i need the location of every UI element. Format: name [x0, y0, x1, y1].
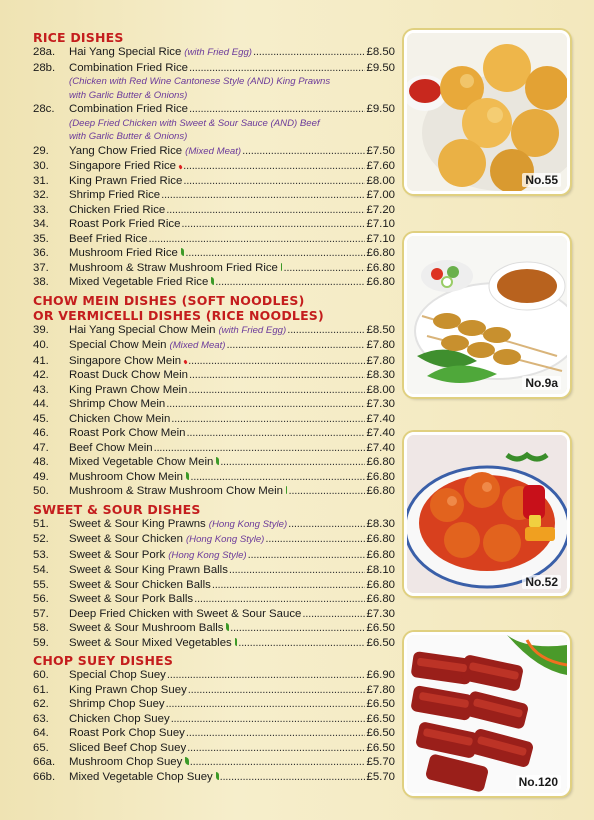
item-name: Beef Fried Rice	[69, 232, 148, 245]
leader-dots	[253, 45, 365, 60]
menu-item	[33, 636, 395, 651]
item-note: (Hong Kong Style)	[208, 518, 288, 530]
menu-item	[33, 621, 395, 636]
menu-item	[33, 517, 395, 533]
item-price: £6.80	[366, 261, 395, 274]
item-number: 32.	[33, 189, 49, 201]
item-name: Deep Fried Chicken with Sweet & Sour Sauce	[69, 607, 302, 620]
item-price: £8.30	[366, 369, 395, 381]
item-name: Mushroom Fried Rice	[69, 247, 178, 259]
item-number: 58.	[33, 622, 49, 634]
photo-caption: No.55	[522, 173, 561, 187]
leader-dots	[220, 455, 365, 470]
item-price: £6.50	[366, 622, 395, 634]
item-price: £8.00	[366, 383, 395, 396]
item-number: 54.	[33, 564, 49, 576]
item-name: Shrimp Chop Suey	[69, 698, 165, 710]
menu-item	[33, 532, 395, 548]
leader-dots	[287, 323, 365, 338]
item-name: Mushroom Chop Suey	[69, 756, 183, 768]
vegetarian-leaf-icon	[186, 472, 189, 480]
leader-dots	[265, 532, 365, 547]
menu-item	[33, 770, 395, 785]
item-price: £6.80	[366, 533, 395, 545]
item-number: 39.	[33, 323, 49, 336]
section-title-chow-mein: CHOW MEIN DISHES (SOFT NOODLES)	[33, 292, 305, 308]
leader-dots	[283, 261, 365, 276]
leader-dots	[171, 412, 365, 427]
item-price: £9.50	[366, 103, 395, 115]
item-price: £6.80	[366, 548, 395, 561]
item-name: Roast Pork Chop Suey	[69, 727, 185, 739]
item-name: Shrimp Fried Rice	[69, 189, 161, 201]
leader-dots	[171, 712, 366, 727]
item-name: Sweet & Sour King Prawn Balls	[69, 564, 228, 576]
item-price: £6.50	[366, 741, 395, 754]
item-name: Sweet & Sour Mixed Vegetables	[69, 636, 232, 649]
item-name: Shrimp Chow Mein	[69, 398, 166, 410]
leader-dots	[186, 726, 366, 741]
item-name: Combination Fried Rice	[69, 61, 189, 74]
item-number: 52.	[33, 533, 49, 545]
leader-dots	[161, 188, 365, 203]
item-name: Sweet & Sour King Prawns	[69, 517, 206, 530]
menu-item	[33, 455, 395, 470]
item-price: £7.10	[366, 218, 395, 230]
leader-dots	[166, 397, 365, 412]
item-number: 34.	[33, 218, 49, 230]
item-price: £7.80	[366, 339, 395, 351]
item-note: (Hong Kong Style)	[185, 534, 265, 545]
menu-item	[33, 159, 395, 174]
menu-item	[33, 607, 395, 622]
leader-dots	[189, 368, 365, 383]
item-name: Singapore Fried Rice	[69, 160, 176, 172]
item-number: 41.	[33, 354, 49, 367]
item-number: 63.	[33, 712, 49, 725]
roast-pork-image	[407, 635, 567, 793]
item-name: Sweet & Sour Chicken	[69, 533, 183, 545]
item-note: (with Fried Egg)	[218, 324, 287, 336]
photo-satay-skewers	[404, 233, 570, 397]
sweet-sour-chicken-image	[407, 435, 567, 593]
menu-item	[33, 144, 395, 160]
item-price: £7.20	[366, 203, 395, 216]
item-number: 28b.	[33, 61, 56, 74]
menu-item	[33, 668, 395, 683]
section-title-sweet-sour: SWEET & SOUR DISHES	[33, 501, 201, 517]
item-note: (Hong Kong Style)	[168, 549, 247, 561]
item-number: 51.	[33, 517, 49, 530]
item-number: 50.	[33, 485, 49, 497]
item-price: £8.30	[366, 517, 395, 530]
photo-roast-pork	[404, 632, 570, 796]
item-name: Mixed Vegetable Fried Rice	[69, 276, 209, 288]
section-title-chop-suey: CHOP SUEY DISHES	[33, 653, 174, 668]
item-number: 47.	[33, 441, 49, 454]
item-name: Yang Chow Fried Rice	[69, 144, 183, 157]
photo-chicken-balls	[404, 30, 570, 194]
menu-item	[33, 578, 395, 593]
item-note: (Mixed Meat)	[169, 340, 226, 351]
leader-dots	[167, 668, 366, 683]
vegetarian-leaf-icon	[185, 757, 188, 765]
item-name: Beef Chow Mein	[69, 441, 153, 454]
item-price: £7.80	[366, 683, 395, 696]
item-price: £5.70	[366, 756, 395, 768]
leader-dots	[189, 61, 365, 76]
item-price: £7.80	[366, 354, 395, 367]
item-price: £9.50	[366, 61, 395, 74]
item-name: Mixed Vegetable Chop Suey	[69, 770, 213, 783]
menu-item	[33, 712, 395, 727]
item-name: Roast Pork Fried Rice	[69, 218, 181, 230]
item-price: £7.60	[366, 160, 395, 172]
item-number: 56.	[33, 593, 49, 605]
leader-dots	[248, 548, 366, 563]
item-number: 55.	[33, 578, 49, 591]
chicken-balls-image	[407, 33, 567, 191]
item-price: £6.50	[366, 636, 395, 649]
menu-item	[33, 441, 395, 456]
item-number: 28a.	[33, 46, 56, 58]
menu-item	[33, 412, 395, 427]
leader-dots	[194, 592, 365, 607]
menu-item	[33, 697, 395, 712]
menu-item	[33, 484, 395, 499]
item-price: £7.50	[366, 144, 395, 157]
item-number: 59.	[33, 636, 49, 649]
item-price: £8.00	[366, 174, 395, 187]
menu-item	[33, 275, 395, 290]
leader-dots	[220, 770, 366, 785]
menu-item	[33, 548, 395, 564]
item-number: 36.	[33, 247, 49, 259]
menu-item	[33, 470, 395, 485]
leader-dots	[149, 232, 366, 247]
photo-caption: No.120	[516, 775, 561, 789]
item-price: £6.80	[366, 578, 395, 591]
item-number: 57.	[33, 607, 49, 620]
item-name: Mushroom Chow Mein	[69, 470, 183, 483]
item-name: Sweet & Sour Mushroom Balls	[69, 622, 224, 634]
item-name: Combination Fried Rice	[69, 103, 189, 115]
leader-dots	[288, 517, 365, 532]
item-name: Chicken Chow Mein	[69, 412, 171, 425]
leader-dots	[212, 578, 366, 593]
leader-dots	[154, 441, 366, 456]
menu-item	[33, 368, 395, 383]
leader-dots	[188, 683, 366, 698]
menu-item	[33, 383, 395, 398]
item-price: £6.80	[366, 456, 395, 468]
vegetarian-leaf-icon	[281, 263, 283, 271]
item-price: £7.30	[366, 398, 395, 410]
item-name: Chicken Fried Rice	[69, 203, 166, 216]
menu-item	[33, 338, 395, 354]
item-number: 48.	[33, 456, 49, 468]
item-number: 45.	[33, 412, 49, 425]
vegetarian-leaf-icon	[286, 486, 288, 494]
menu-item	[33, 563, 395, 578]
item-name: Hai Yang Special Chow Mein	[69, 323, 216, 336]
item-name: Sweet & Sour Chicken Balls	[69, 578, 211, 591]
item-name: Mushroom & Straw Mushroom Fried Rice	[69, 261, 278, 274]
item-name: Special Chop Suey	[69, 669, 166, 681]
menu-item	[33, 232, 395, 247]
item-name: King Prawn Chow Mein	[69, 383, 188, 396]
item-price: £7.40	[366, 427, 395, 439]
leader-dots	[166, 697, 366, 712]
item-number: 66b.	[33, 770, 56, 783]
menu-item	[33, 61, 395, 76]
menu-item	[33, 683, 395, 698]
menu-item	[33, 261, 395, 276]
vegetarian-leaf-icon	[235, 638, 237, 646]
leader-dots	[238, 636, 365, 651]
item-price: £7.40	[366, 412, 395, 425]
item-price: £6.80	[366, 593, 395, 605]
item-number: 61.	[33, 683, 49, 696]
menu-item	[33, 45, 395, 61]
leader-dots	[185, 246, 365, 261]
vegetarian-leaf-icon	[211, 277, 214, 285]
item-price: £8.50	[366, 46, 395, 58]
menu-list	[33, 30, 395, 784]
item-price: £6.50	[366, 727, 395, 739]
item-price: £6.50	[366, 712, 395, 725]
item-number: 40.	[33, 339, 49, 351]
item-number: 31.	[33, 174, 49, 187]
satay-skewers-image	[407, 236, 567, 394]
item-number: 49.	[33, 470, 49, 483]
item-name: Chicken Chop Suey	[69, 712, 170, 725]
item-name: Mushroom & Straw Mushroom Chow Mein	[69, 485, 283, 497]
item-description: with Garlic Butter & Onions)	[69, 131, 188, 142]
leader-dots	[187, 741, 365, 756]
item-number: 28c.	[33, 103, 55, 115]
item-name: Sliced Beef Chop Suey	[69, 741, 187, 754]
item-number: 43.	[33, 383, 49, 396]
menu-item	[33, 203, 395, 218]
menu-item	[33, 592, 395, 607]
leader-dots	[242, 144, 365, 159]
item-name: Sweet & Sour Pork Balls	[69, 593, 194, 605]
item-number: 46.	[33, 427, 49, 439]
item-number: 37.	[33, 261, 49, 274]
item-price: £6.80	[366, 276, 395, 288]
item-name: Hai Yang Special Rice	[69, 46, 182, 58]
item-number: 53.	[33, 548, 49, 561]
menu-item	[33, 741, 395, 756]
item-number: 66a.	[33, 756, 56, 768]
leader-dots	[183, 159, 365, 174]
item-name: Mixed Vegetable Chow Mein	[69, 456, 214, 468]
leader-dots	[188, 354, 365, 369]
item-price: £5.70	[366, 770, 395, 783]
item-price: £6.80	[366, 485, 395, 497]
menu-item	[33, 246, 395, 261]
item-number: 29.	[33, 144, 49, 157]
item-name: Roast Duck Chow Mein	[69, 369, 189, 381]
vegetarian-leaf-icon	[226, 623, 229, 631]
item-number: 33.	[33, 203, 49, 216]
item-price: £6.50	[366, 698, 395, 710]
section-title-vermicelli: OR VERMICELLI DISHES (RICE NOODLES)	[33, 307, 324, 323]
menu-item	[33, 217, 395, 232]
item-price: £6.80	[366, 247, 395, 259]
menu-item	[33, 102, 395, 117]
item-price: £8.10	[366, 564, 395, 576]
item-description: (Chicken with Red Wine Cantonese Style (AND) King Prawns	[69, 76, 331, 87]
leader-dots	[188, 383, 365, 398]
item-number: 60.	[33, 669, 49, 681]
menu-item	[33, 726, 395, 741]
item-description: (Deep Fried Chicken with Sweet & Sour Sauce (AND) Beef	[69, 117, 320, 129]
item-name: King Prawn Chop Suey	[69, 683, 187, 696]
leader-dots	[190, 470, 365, 485]
item-price: £7.40	[366, 441, 395, 454]
vegetarian-leaf-icon	[216, 457, 219, 465]
item-price: £7.30	[366, 607, 395, 620]
item-name: Special Chow Mein	[69, 339, 167, 351]
item-number: 62.	[33, 698, 49, 710]
vegetarian-leaf-icon	[181, 248, 185, 256]
item-price: £7.10	[366, 232, 395, 245]
item-number: 64.	[33, 727, 49, 739]
leader-dots	[288, 484, 365, 499]
item-name: King Prawn Fried Rice	[69, 174, 183, 187]
item-number: 44.	[33, 398, 49, 410]
menu-item	[33, 397, 395, 412]
item-number: 65.	[33, 741, 49, 754]
section-title-rice: RICE DISHES	[33, 30, 124, 45]
item-note: (Mixed Meat)	[185, 145, 242, 157]
menu-item	[33, 174, 395, 189]
item-price: £6.80	[366, 470, 395, 483]
photo-sweet-sour-chicken	[404, 432, 570, 596]
leader-dots	[166, 203, 365, 218]
leader-dots	[229, 563, 366, 578]
leader-dots	[186, 426, 365, 441]
leader-dots	[190, 755, 366, 770]
leader-dots	[215, 275, 365, 290]
item-name: Sweet & Sour Pork	[69, 548, 166, 561]
menu-item	[33, 426, 395, 441]
item-note: (with Fried Egg)	[184, 47, 253, 58]
leader-dots	[189, 102, 365, 117]
menu-item	[33, 188, 395, 203]
leader-dots	[183, 174, 365, 189]
item-number: 30.	[33, 160, 49, 172]
leader-dots	[181, 217, 365, 232]
menu-item	[33, 354, 395, 369]
item-number: 42.	[33, 369, 49, 381]
menu-item	[33, 323, 395, 339]
item-name: Singapore Chow Mein	[69, 354, 182, 367]
item-name: Roast Pork Chow Mein	[69, 427, 186, 439]
leader-dots	[230, 621, 365, 636]
item-number: 35.	[33, 232, 49, 245]
item-price: £6.90	[366, 669, 395, 681]
item-price: £8.50	[366, 323, 395, 336]
item-description: with Garlic Butter & Onions)	[69, 89, 188, 101]
item-price: £7.00	[366, 189, 395, 201]
leader-dots	[226, 338, 365, 353]
vegetarian-leaf-icon	[216, 772, 219, 780]
photo-caption: No.52	[522, 575, 561, 589]
item-number: 38.	[33, 276, 49, 288]
menu-item	[33, 755, 395, 770]
leader-dots	[302, 607, 365, 622]
photo-caption: No.9a	[522, 376, 561, 390]
